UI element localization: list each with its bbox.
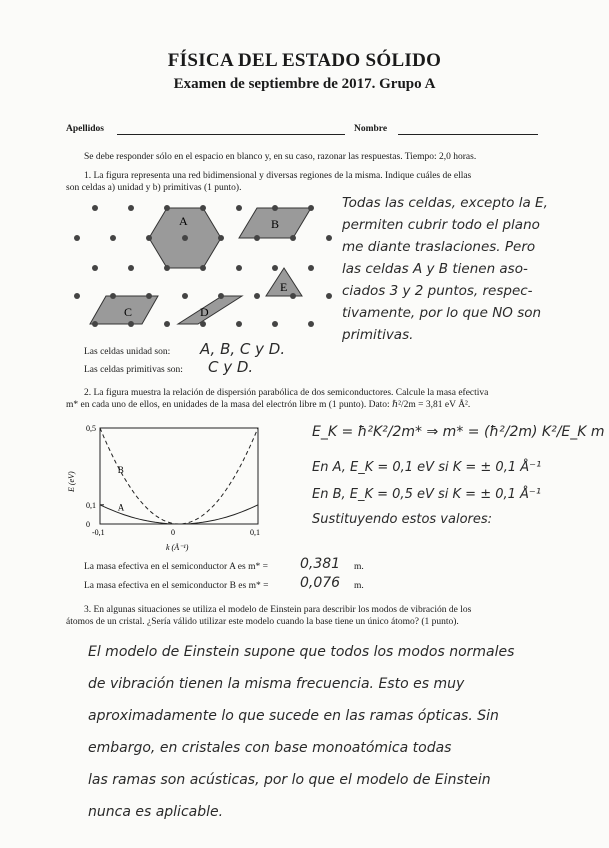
q1-number: 1. [84, 171, 92, 181]
dispersion-chart [66, 418, 276, 558]
q2-text-line1: La figura muestra la relación de dispersión parabólica de dos semiconductores. Calcule la masa efectiva [93, 388, 489, 398]
q3-handwritten-answer [88, 636, 588, 828]
q3-answer-line: nunca es aplicable. [88, 804, 224, 820]
nombre-label: Nombre [354, 124, 388, 134]
cell-b-label: B [271, 217, 280, 231]
q1-text-line1: La figura representa una red bidimensional y diversas regiones de la misma. Indique cuáles de ellas [93, 171, 472, 181]
page-subtitle: Examen de septiembre de 2017. Grupo A [173, 76, 436, 92]
cell-c-label: C [124, 305, 133, 319]
result-b-unit: m. [354, 581, 364, 591]
q3-answer-line: embargo, en cristales con base monoatómica todas [88, 740, 452, 756]
cell-e-label: E [280, 280, 288, 294]
q1-text-line2: son celdas a) unidad y b) primitivas (1 punto). [66, 183, 242, 193]
q1-answer-line: primitivas. [342, 327, 414, 343]
y-tick-label: 0,1 [86, 500, 96, 510]
cell-a-label: A [179, 214, 188, 228]
unit-cells-label: Las celdas unidad son: [84, 347, 171, 357]
series-a-label: A [117, 502, 125, 513]
result-a-label: La masa efectiva en el semiconductor A es m* = [84, 562, 268, 572]
q3-answer-line: las ramas son acústicas, por lo que el modelo de Einstein [88, 772, 491, 788]
q3-number: 3. [84, 605, 92, 615]
x-tick-label: 0,1 [250, 528, 260, 537]
x-tick-label: 0 [171, 528, 175, 537]
q3-answer-line: de vibración tienen la misma frecuencia. Esto es muy [88, 676, 465, 692]
lattice-figure [70, 198, 340, 338]
q1-answer-line: tivamente, por lo que NO son [342, 305, 542, 321]
page-title: FÍSICA DEL ESTADO SÓLIDO [167, 50, 442, 71]
q1-answer-line: ciados 3 y 2 puntos, respec- [342, 283, 533, 299]
cell-d [178, 296, 242, 324]
q3-answer-line: aproximadamente lo que sucede en las ramas ópticas. Sin [88, 708, 499, 724]
apellidos-label: Apellidos [66, 124, 105, 134]
q1-statement [66, 170, 536, 194]
q3-statement [66, 604, 546, 628]
series-b-label: B [117, 464, 124, 475]
q1-answer-line: me diante traslaciones. Pero [342, 239, 536, 255]
result-b-value: 0,076 [300, 575, 341, 591]
cell-d-label: D [200, 305, 209, 319]
q2-statement [66, 387, 546, 411]
y-tick-label: 0 [86, 520, 90, 529]
result-a-unit: m. [354, 562, 364, 572]
unit-cells-answer: A, B, C y D. [200, 340, 286, 358]
result-a-value: 0,381 [300, 556, 341, 572]
q1-answer-line: las celdas A y B tienen aso- [342, 261, 528, 277]
q2-number: 2. [84, 388, 92, 398]
q1-handwritten-answer [342, 192, 582, 346]
primitive-cells-label: Las celdas primitivas son: [84, 365, 183, 375]
chart-xlabel: k (Å⁻¹) [166, 543, 189, 552]
x-tick-label: -0,1 [92, 528, 105, 537]
q3-answer-line: El modelo de Einstein supone que todos los modos normales [88, 644, 515, 660]
primitive-cells-answer: C y D. [208, 358, 254, 376]
instructions: Se debe responder sólo en el espacio en blanco y, en su caso, razonar las respuestas. Tiempo: 2,0 horas. [84, 152, 477, 162]
q3-text-line2: átomos de un cristal. ¿Sería válido utilizar este modelo cuando la base tiene un único átomo? (1 punto). [66, 617, 459, 627]
q2-answer-sub: Sustituyendo estos valores: [312, 512, 493, 527]
q2-answer-a: En A, E_K = 0,1 eV si K = ± 0,1 Å⁻¹ [312, 460, 542, 475]
y-tick-label: 0,5 [86, 424, 96, 433]
q2-formula: E_K = ħ²K²/2m* ⇒ m* = (ħ²/2m) K²/E_K m [312, 424, 605, 440]
q3-text-line1: En algunas situaciones se utiliza el modelo de Einstein para describir los modos de vibración de los [93, 605, 472, 615]
q1-answer-line: Todas las celdas, excepto la E, [342, 195, 548, 211]
q1-answer-line: permiten cubrir todo el plano [342, 217, 540, 233]
chart-ylabel: E (eV) [67, 471, 76, 492]
nombre-field[interactable] [398, 134, 538, 135]
apellidos-field[interactable] [117, 134, 345, 135]
q2-text-line2: m* en cada uno de ellos, en unidades de la masa del electrón libre m (1 punto). Dato: ℏ²/2m = 3,81 eV Å². [66, 400, 471, 410]
q2-answer-b: En B, E_K = 0,5 eV si K = ± 0,1 Å⁻¹ [312, 487, 541, 502]
result-b-label: La masa efectiva en el semiconductor B es m* = [84, 581, 269, 591]
